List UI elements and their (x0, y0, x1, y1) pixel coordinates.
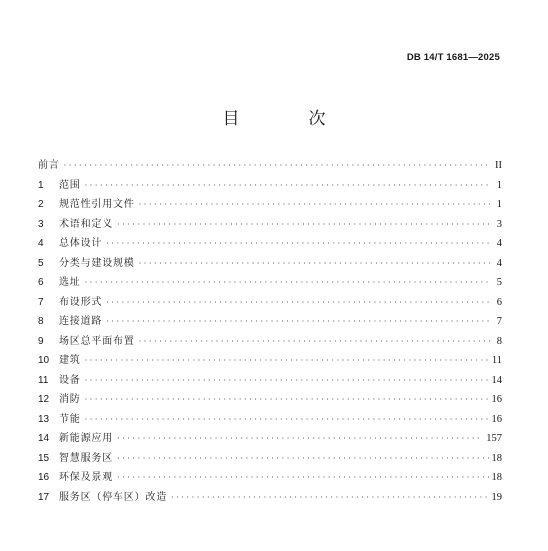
toc-entry-page: 3 (496, 218, 502, 230)
toc-entry[interactable] (38, 390, 502, 410)
toc-entry-number: 1 (38, 179, 44, 191)
toc-entry-number: 12 (38, 394, 50, 405)
toc-entry[interactable] (38, 156, 502, 176)
dot-leader (139, 332, 491, 352)
toc-entry-label: 服务区（停车区）改造 (59, 491, 167, 503)
toc-entry[interactable] (38, 468, 502, 488)
dot-leader (139, 195, 491, 215)
toc-entry-number: 13 (38, 413, 50, 425)
toc-entry[interactable] (38, 371, 502, 391)
dot-leader (64, 156, 491, 176)
toc-entry[interactable] (38, 449, 502, 469)
toc-entry-page: 5 (496, 277, 502, 288)
toc-entry-number: 4 (38, 238, 44, 249)
toc-entry-label: 场区总平面布置 (59, 335, 135, 347)
toc-entry[interactable] (38, 312, 502, 332)
toc-entry[interactable] (38, 234, 502, 254)
dot-leader (85, 390, 489, 410)
toc-entry-page: 16 (491, 394, 502, 405)
toc-entry-number: 14 (38, 433, 50, 444)
page-title: 目 次 (222, 109, 352, 129)
toc-entry[interactable] (38, 410, 502, 430)
toc-entry-label: 智慧服务区 (59, 452, 113, 464)
toc-entry-number: 15 (38, 452, 50, 464)
toc-entry-label: 规范性引用文件 (59, 199, 135, 210)
toc-entry-page: 18 (491, 452, 502, 464)
toc-entry-number: 11 (38, 374, 49, 386)
toc-entry-label: 建筑 (59, 355, 81, 366)
toc-entry-page: 6 (496, 296, 502, 308)
toc-entry-page: 1 (496, 199, 502, 210)
toc-entry-label: 连接道路 (59, 316, 103, 327)
toc-entry-page: II (495, 160, 502, 171)
document-code: DB 14/T 1681—2025 (406, 52, 500, 63)
toc-entry[interactable] (38, 176, 502, 196)
toc-entry[interactable] (38, 195, 502, 215)
toc-entry-page: 7 (496, 316, 502, 327)
dot-leader (85, 273, 491, 293)
toc-entry-label: 术语和定义 (59, 218, 113, 230)
toc-entry-page: 4 (496, 257, 502, 269)
toc-entry[interactable] (38, 332, 502, 352)
dot-leader (117, 215, 491, 235)
toc-entry-page: 11 (491, 355, 502, 366)
toc-entry[interactable] (38, 293, 502, 313)
toc-entry-label: 节能 (59, 413, 81, 425)
dot-leader (117, 449, 489, 469)
toc-entry-number: 16 (38, 472, 50, 483)
toc-entry-page: 4 (496, 238, 502, 249)
dot-leader (85, 176, 491, 196)
toc-entry[interactable] (38, 429, 502, 449)
dot-leader (117, 429, 483, 449)
toc-entry-page: 8 (496, 335, 502, 347)
toc-entry-number: 6 (38, 277, 44, 288)
dot-leader (85, 351, 489, 371)
toc-entry-label: 环保及景观 (59, 472, 113, 483)
toc-entry[interactable] (38, 351, 502, 371)
toc-entry[interactable] (38, 488, 502, 508)
toc-entry-label: 分类与建设规模 (59, 257, 135, 269)
toc-entry-label: 总体设计 (59, 238, 103, 249)
toc-entry-page: 14 (491, 374, 502, 386)
toc-entry-number: 7 (38, 296, 44, 308)
toc-entry[interactable] (38, 215, 502, 235)
toc-entry-number: 8 (38, 316, 44, 327)
toc-entry-number: 2 (38, 199, 44, 210)
dot-leader (117, 468, 489, 488)
toc-entry-page: 157 (486, 433, 502, 444)
dot-leader (85, 410, 489, 430)
toc-entry-page: 18 (491, 472, 502, 483)
dot-leader (106, 293, 491, 313)
toc-entry-label: 设备 (59, 374, 81, 386)
toc-entry-page: 19 (491, 491, 502, 503)
dot-leader (85, 371, 489, 391)
toc-entry-number: 10 (38, 355, 50, 366)
table-of-contents (38, 156, 502, 507)
dot-leader (139, 254, 491, 274)
toc-entry-page: 1 (496, 179, 502, 191)
toc-entry-number: 3 (38, 218, 44, 230)
toc-entry-label: 前言 (38, 160, 60, 171)
dot-leader (171, 488, 489, 508)
dot-leader (106, 234, 491, 254)
toc-entry-label: 范围 (59, 179, 81, 191)
toc-entry-label: 选址 (59, 277, 81, 288)
toc-entry[interactable] (38, 273, 502, 293)
toc-entry-number: 17 (38, 491, 50, 503)
toc-entry-number: 9 (38, 335, 44, 347)
toc-entry[interactable] (38, 254, 502, 274)
toc-entry-page: 16 (491, 413, 502, 425)
toc-entry-label: 消防 (59, 394, 81, 405)
toc-entry-label: 新能源应用 (59, 433, 113, 444)
dot-leader (106, 312, 491, 332)
toc-entry-number: 5 (38, 257, 44, 269)
toc-entry-label: 布设形式 (59, 296, 103, 308)
